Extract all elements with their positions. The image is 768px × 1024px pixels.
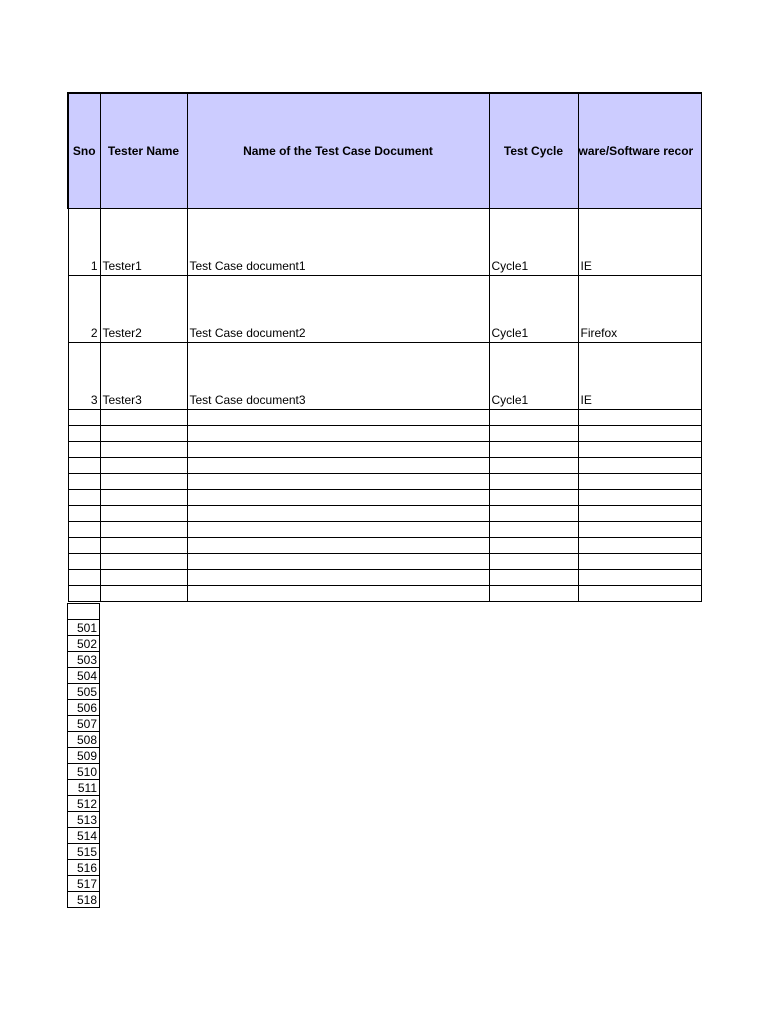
empty-row [68,442,701,458]
row-number-column [67,603,100,908]
row-number-cell[interactable]: 510 [68,764,100,780]
empty-cell[interactable] [187,538,489,554]
row-number-cell[interactable] [68,604,100,620]
empty-row [68,570,701,586]
empty-cell[interactable] [68,570,100,586]
empty-cell[interactable] [489,538,578,554]
empty-cell[interactable] [187,442,489,458]
empty-cell[interactable] [100,490,187,506]
empty-cell[interactable] [187,426,489,442]
empty-cell[interactable] [68,586,100,602]
empty-row [68,490,701,506]
empty-cell[interactable] [578,586,701,602]
row-number-cell[interactable]: 511 [68,780,100,796]
empty-cell[interactable] [100,426,187,442]
row-number-cell[interactable]: 507 [68,716,100,732]
empty-cell[interactable] [489,442,578,458]
cell-document[interactable]: Test Case document3 [187,343,489,410]
row-number-cell[interactable]: 516 [68,860,100,876]
empty-row [68,458,701,474]
cell-tester[interactable]: Tester3 [100,343,187,410]
empty-cell[interactable] [68,410,100,426]
empty-cell[interactable] [100,506,187,522]
header-row [68,93,701,209]
empty-row [68,554,701,570]
empty-cell[interactable] [187,586,489,602]
empty-cell[interactable] [187,522,489,538]
empty-row [68,426,701,442]
cell-cycle[interactable]: Cycle1 [489,343,578,410]
empty-cell[interactable] [187,410,489,426]
empty-cell[interactable] [578,570,701,586]
empty-cell[interactable] [489,410,578,426]
empty-cell[interactable] [489,490,578,506]
cell-document[interactable]: Test Case document2 [187,276,489,343]
empty-cell[interactable] [489,554,578,570]
cell-software[interactable]: Firefox [578,276,701,343]
cell-tester[interactable]: Tester1 [100,209,187,276]
row-number-cell[interactable]: 508 [68,732,100,748]
row-number-cell[interactable]: 514 [68,828,100,844]
row-number-cell[interactable]: 502 [68,636,100,652]
empty-row [68,506,701,522]
cell-cycle[interactable]: Cycle1 [489,209,578,276]
header-tester-name[interactable]: Tester Name [100,93,187,209]
empty-row [68,586,701,602]
row-number-cell[interactable]: 512 [68,796,100,812]
row-number-cell[interactable]: 505 [68,684,100,700]
test-case-table [67,92,702,602]
empty-cell[interactable] [68,554,100,570]
empty-cell[interactable] [68,506,100,522]
row-number-cell[interactable]: 518 [68,892,100,908]
table-row [68,276,701,343]
empty-cell[interactable] [68,538,100,554]
row-number-cell[interactable]: 504 [68,668,100,684]
empty-cell[interactable] [187,570,489,586]
empty-cell[interactable] [100,570,187,586]
empty-cell[interactable] [100,410,187,426]
empty-cell[interactable] [489,586,578,602]
empty-cell[interactable] [100,554,187,570]
empty-cell[interactable] [489,522,578,538]
empty-cell[interactable] [187,474,489,490]
header-sno[interactable]: Sno [68,93,100,209]
cell-sno[interactable]: 2 [68,276,100,343]
row-number-cell[interactable]: 501 [68,620,100,636]
row-number-cell[interactable]: 509 [68,748,100,764]
table-row [68,343,701,410]
empty-cell[interactable] [187,458,489,474]
empty-cell[interactable] [578,506,701,522]
empty-cell[interactable] [100,458,187,474]
row-number-cell[interactable]: 506 [68,700,100,716]
empty-cell[interactable] [578,442,701,458]
header-software[interactable]: ware/Software recor [578,93,701,209]
header-test-cycle[interactable]: Test Cycle [489,93,578,209]
table-row [68,209,701,276]
empty-cell[interactable] [578,522,701,538]
empty-cell[interactable] [489,426,578,442]
empty-cell[interactable] [68,490,100,506]
cell-sno[interactable]: 3 [68,343,100,410]
empty-row [68,410,701,426]
cell-software[interactable]: IE [578,209,701,276]
empty-row [68,474,701,490]
empty-cell[interactable] [68,458,100,474]
empty-cell[interactable] [578,490,701,506]
empty-cell[interactable] [489,570,578,586]
empty-cell[interactable] [187,490,489,506]
header-test-case-document[interactable]: Name of the Test Case Document [187,93,489,209]
empty-cell[interactable] [68,522,100,538]
row-number-cell[interactable]: 515 [68,844,100,860]
empty-row [68,522,701,538]
empty-cell[interactable] [578,554,701,570]
cell-tester[interactable]: Tester2 [100,276,187,343]
cell-document[interactable]: Test Case document1 [187,209,489,276]
empty-cell[interactable] [578,538,701,554]
empty-cell[interactable] [578,410,701,426]
empty-cell[interactable] [187,506,489,522]
empty-cell[interactable] [100,522,187,538]
empty-cell[interactable] [100,474,187,490]
empty-cell[interactable] [578,426,701,442]
cell-cycle[interactable]: Cycle1 [489,276,578,343]
empty-cell[interactable] [489,458,578,474]
empty-cell[interactable] [100,442,187,458]
empty-cell[interactable] [68,474,100,490]
cell-software[interactable]: IE [578,343,701,410]
empty-cell[interactable] [578,474,701,490]
empty-cell[interactable] [68,442,100,458]
empty-cell[interactable] [187,554,489,570]
empty-row [68,538,701,554]
empty-cell[interactable] [489,506,578,522]
empty-cell[interactable] [578,458,701,474]
empty-cell[interactable] [100,538,187,554]
empty-cell[interactable] [68,426,100,442]
row-number-cell[interactable]: 503 [68,652,100,668]
row-number-cell[interactable]: 517 [68,876,100,892]
cell-sno[interactable]: 1 [68,209,100,276]
row-number-cell[interactable]: 513 [68,812,100,828]
empty-cell[interactable] [100,586,187,602]
empty-cell[interactable] [489,474,578,490]
